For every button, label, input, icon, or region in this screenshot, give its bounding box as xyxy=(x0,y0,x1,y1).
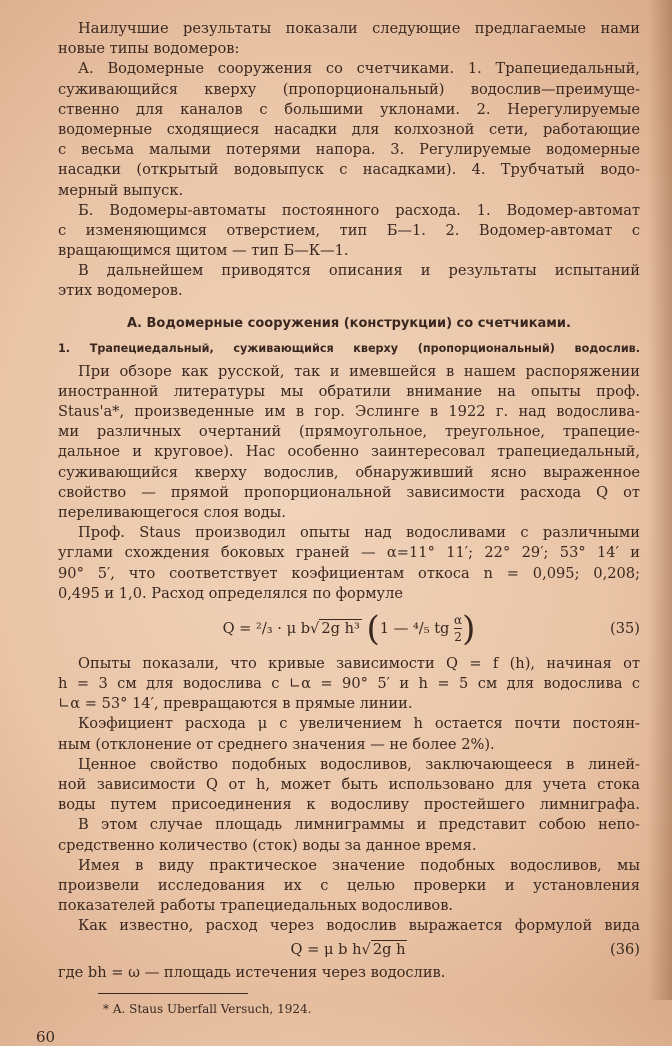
formula-sqrt: 2g h xyxy=(372,940,406,958)
fraction xyxy=(454,612,462,645)
text-line: h = 3 см для водослива с ∟α = 90° 5′ и h = 5 см для водослива с xyxy=(58,675,640,693)
text-line: Ценное свойство подобных водосливов, заключающееся в линей- xyxy=(78,755,640,773)
text-line: ∟α = 53° 14′, превращаются в прямые линии. xyxy=(58,695,413,713)
intro-paragraph xyxy=(58,19,640,59)
text-line: дальное и круговое). Нас особенно заинтересовал трапециедальный, xyxy=(58,443,640,461)
text-line: ственно для каналов с большими уклонами. 2. Нерегулируемые xyxy=(58,100,640,118)
paragraph-6 xyxy=(58,815,640,855)
text-line: с изменяющимся отверстием, тип Б—1. 2. Водомер-автомат с xyxy=(58,221,640,239)
formula-inner: 1 — ⁴/₅ tg xyxy=(379,619,450,637)
formula-lhs: Q = ²/₃ · μ b xyxy=(222,619,311,637)
paragraph-3 xyxy=(58,654,640,715)
text-line: Проф. Staus производил опыты над водосливами с различными xyxy=(78,524,640,542)
text-line: Как известно, расход через водослив выражается формулой вида xyxy=(78,917,640,935)
text-line: Staus'а*, произведенные им в гор. Эслинге в 1922 г. над водослива- xyxy=(58,403,640,420)
footnote-divider xyxy=(98,993,248,994)
fraction-denominator: 2 xyxy=(454,630,462,645)
fraction-numerator: α xyxy=(454,613,463,628)
further-paragraph xyxy=(58,261,640,301)
paragraph-2 xyxy=(58,523,640,604)
sqrt-sign: √ xyxy=(310,619,320,637)
page-number: 60 xyxy=(36,1027,56,1046)
formula-35 xyxy=(58,604,640,654)
text-line: В этом случае площадь лимниграммы и представит собою непо- xyxy=(78,816,640,834)
section-heading: А. Водомерные сооружения (конструкции) со счетчиками. xyxy=(127,315,571,331)
text-line: ным (отклонение от среднего значения — не более 2%). xyxy=(58,735,495,753)
text-line: Б. Водомеры-автоматы постоянного расхода. 1. Водомер-автомат xyxy=(78,201,640,219)
text-line: суживающийся кверху (пропорциональный) водослив—преимуще- xyxy=(58,80,640,98)
text-line: новые типы водомеров: xyxy=(58,40,240,58)
formula-36 xyxy=(58,937,640,963)
text-line: ной зависимости Q от h, может быть использовано для учета стока xyxy=(58,776,640,793)
text-line: средственно количество (сток) воды за данное время. xyxy=(58,836,477,854)
text-line: воды путем присоединения к водосливу простейшего лимниграфа. xyxy=(58,796,640,814)
text-line: где bh = ω — площадь истечения через водослив. xyxy=(58,963,446,981)
text-line: 90° 5′, что соответствует коэфициентам откоса n = 0,095; 0,208; xyxy=(58,564,640,582)
paragraph-1 xyxy=(58,362,640,524)
text-line: водомерные сходящиеся насадки для колхозной сети, работающие xyxy=(58,120,640,138)
paragraph-9 xyxy=(58,963,640,983)
paragraph-7 xyxy=(58,856,640,917)
text-line: свойство — прямой пропорциональной зависимости расхода Q от xyxy=(58,483,640,501)
text-line: углами схождения боковых граней — α=11° 11′; 22° 29′; 53° 14′ и xyxy=(58,544,640,562)
text-line: этих водомеров. xyxy=(58,282,183,300)
equation-number: (36) xyxy=(610,940,640,958)
formula-lhs: Q = μ b h xyxy=(290,940,362,958)
text-line: Коэфициент расхода μ с увеличением h остается почти постоян- xyxy=(78,715,640,733)
list-b-paragraph xyxy=(58,201,640,262)
text-line: В дальнейшем приводятся описания и результаты испытаний xyxy=(78,262,640,280)
paren-close: ) xyxy=(462,608,476,649)
text-line: При обзоре как русской, так и имевшейся в нашем распоряжении xyxy=(78,362,640,380)
paragraph-5 xyxy=(58,755,640,816)
paragraph-4 xyxy=(58,714,640,754)
text-line: с весьма малыми потерями напора. 3. Регулируемые водомерные xyxy=(58,141,640,159)
paren-open: ( xyxy=(366,608,380,649)
book-page xyxy=(36,19,640,1046)
text-line: Опыты показали, что кривые зависимости Q = f (h), начиная от xyxy=(78,654,640,672)
text-line: суживающийся кверху водослив, обнаруживший ясно выраженное xyxy=(58,463,640,481)
text-line: иностранной литературы мы обратили внимание на опыты проф. xyxy=(58,382,640,400)
text-line: показателей работы трапециедальных водосливов. xyxy=(58,897,454,915)
text-line: насадки (открытый водовыпуск с насадками). 4. Трубчатый водо- xyxy=(58,161,640,179)
text-line: произвели исследования их с целью проверки и установления xyxy=(58,876,640,894)
text-line: переливающегося слоя воды. xyxy=(58,503,286,521)
subsection-heading: 1. Трапециедальный, суживающийся кверху (пропорциональный) водослив. xyxy=(58,341,640,355)
list-a-paragraph xyxy=(58,59,640,200)
text-line: Имея в виду практическое значение подобных водосливов, мы xyxy=(78,856,640,874)
text-line: А. Водомерные сооружения со счетчиками. 1. Трапециедальный, xyxy=(78,60,640,78)
text-line: мерный выпуск. xyxy=(58,181,184,199)
page-edge-shadow xyxy=(648,0,672,1000)
formula-sqrt: 2g h³ xyxy=(321,619,360,637)
sqrt-sign: √ xyxy=(361,940,371,958)
equation-number: (35) xyxy=(610,619,640,637)
paragraph-8 xyxy=(58,916,640,936)
text-line: вращающимся щитом — тип Б—К—1. xyxy=(58,242,349,260)
footnote: * A. Staus Uberfall Versuch, 1924. xyxy=(103,1001,312,1016)
text-line: Наилучшие результаты показали следующие предлагаемые нами xyxy=(78,20,640,37)
text-line: ми различных очертаний (прямоугольное, треугольное, трапецие- xyxy=(58,423,640,441)
text-line: 0,495 и 1,0. Расход определялся по формуле xyxy=(58,584,404,602)
